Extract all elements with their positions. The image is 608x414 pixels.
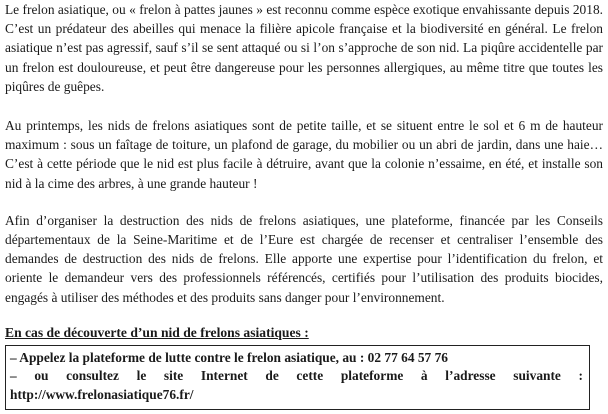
website-url[interactable]: http://www.frelonasiatique76.fr/ (10, 387, 194, 403)
section-heading: En cas de découverte d’un nid de frelons asiatiques : (5, 324, 309, 340)
paragraph-platform: Afin d’organiser la destruction des nids de frelons asiatiques, une plateforme, financée par les Conseils départementaux de la Seine-Maritime et de l’Eure est chargée de recenser et centraliser l’ensemble des demandes de destruction des nids de frelons. Elle apporte une expertise pour l’identification du frelon, et oriente le demandeur vers des professionnels référencés, certifiés pour l’utilisation des produits biocides, engagés à utiliser des méthodes et des produits sans danger pour l’environnement. (5, 212, 603, 305)
paragraph-intro: Le frelon asiatique, ou « frelon à pattes jaunes » est reconnu comme espèce exotique envahissante depuis 2018. C’est un prédateur des abeilles qui menace la filière apicole française et la biodiversité en général. Le frelon asiatique n’est pas agressif, sauf s’il se sent attaqué ou si l’on s’approche de son nid. La piqûre accidentelle par un frelon est douloureuse, et peut être dangereuse pour les personnes allergiques, au même titre que toutes les piqûres de guêpes. (5, 2, 603, 94)
phone-line: – Appelez la plateforme de lutte contre le frelon asiatique, au : 02 77 64 57 76 (10, 349, 448, 365)
website-line: – ou consultez le site Internet de cette plateforme à l’adresse suivante : (10, 368, 583, 384)
paragraph-spring-nests: Au printemps, les nids de frelons asiatiques sont de petite taille, et se situent entre le sol et 6 m de hauteur maximum : sous un faîtage de toiture, un plafond de garage, du mobilier ou un abri de jardin, dans une haie… C’est à cette période que le nid est plus facile à détruire, avant que la colonie n’essaime, en été, et installe son nid à la cime des arbres, à une grande hauteur ! (5, 118, 603, 191)
document-page (5, 0, 603, 410)
contact-box (5, 345, 590, 410)
